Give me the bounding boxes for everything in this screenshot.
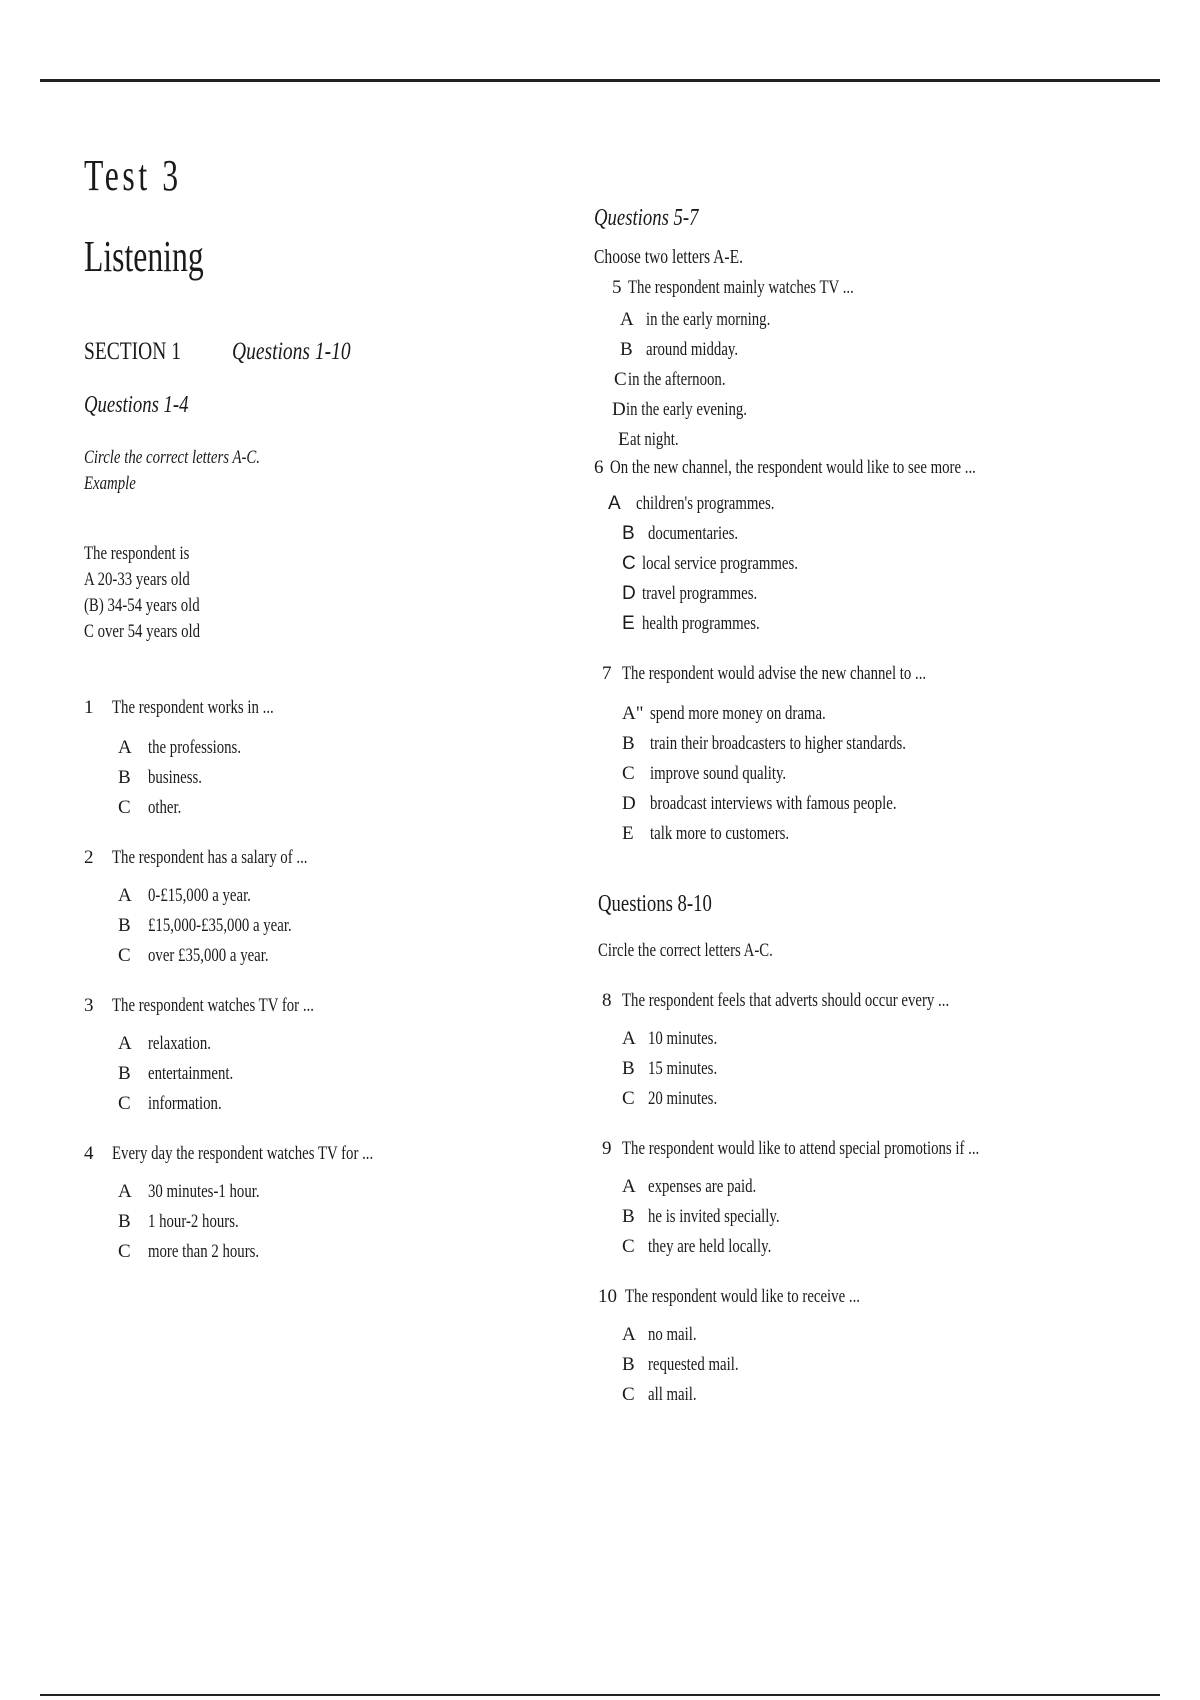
top-rule	[40, 79, 1160, 82]
option[interactable]: B train their broadcasters to higher standards.	[622, 733, 906, 754]
option[interactable]: A expenses are paid.	[622, 1176, 757, 1197]
option[interactable]: B £15,000-£35,000 a year.	[118, 915, 292, 936]
option[interactable]: A" spend more money on drama.	[622, 703, 826, 724]
example-stem: The respondent is	[84, 543, 190, 564]
option[interactable]: A relaxation.	[118, 1033, 211, 1054]
option[interactable]: C they are held locally.	[622, 1236, 772, 1257]
options-q8	[594, 1028, 1154, 1110]
option[interactable]: B he is invited specially.	[622, 1206, 780, 1227]
option[interactable]: B business.	[118, 767, 202, 788]
test-title: Test 3	[84, 151, 182, 200]
question-1: 1 The respondent works in ...	[84, 697, 274, 718]
option[interactable]: C improve sound quality.	[622, 763, 787, 784]
question-4: 4 Every day the respondent watches TV for ...	[84, 1143, 374, 1164]
option[interactable]: B around midday.	[620, 339, 739, 360]
options-q9	[594, 1176, 1154, 1258]
section-line	[84, 338, 564, 366]
option[interactable]: E health programmes.	[622, 613, 760, 634]
option[interactable]: B entertainment.	[118, 1063, 234, 1084]
option[interactable]: Din the early evening.	[612, 399, 747, 420]
options-q1	[84, 737, 564, 819]
subhead-q1-4: Questions 1-4	[84, 392, 189, 418]
option[interactable]: A in the early morning.	[620, 309, 771, 330]
question-7: 7 The respondent would advise the new channel to ...	[602, 663, 926, 684]
instruction-choose-two: Choose two letters A-E.	[594, 246, 744, 268]
option[interactable]: B 1 hour-2 hours.	[118, 1211, 239, 1232]
question-5: 5 The respondent mainly watches TV ...	[612, 277, 854, 298]
option[interactable]: A children's programmes.	[608, 493, 775, 514]
example-label: Example	[84, 473, 136, 494]
right-column	[594, 205, 1154, 1406]
question-8: 8 The respondent feels that adverts should occur every ...	[602, 990, 949, 1011]
left-column	[84, 150, 564, 1271]
question-9: 9 The respondent would like to attend special promotions if ...	[602, 1138, 979, 1159]
option[interactable]: Eat night.	[618, 429, 679, 450]
options-q2	[84, 885, 564, 967]
section-questions: Questions 1-10	[232, 338, 351, 365]
option[interactable]: B 15 minutes.	[622, 1058, 718, 1079]
section-heading: Listening	[84, 232, 204, 281]
option[interactable]: D broadcast interviews with famous people.	[622, 793, 897, 814]
instruction-circle: Circle the correct letters A-C.	[598, 940, 773, 961]
options-q10	[594, 1324, 1154, 1406]
instruction: Circle the correct letters A-C.	[84, 447, 261, 468]
example-option: C over 54 years old	[84, 621, 201, 642]
option[interactable]: A the professions.	[118, 737, 242, 758]
option[interactable]: A 10 minutes.	[622, 1028, 718, 1049]
option[interactable]: C more than 2 hours.	[118, 1241, 260, 1262]
question-10: 10 The respondent would like to receive ...	[598, 1286, 860, 1307]
option[interactable]: B documentaries.	[622, 523, 739, 544]
question-6: 6 On the new channel, the respondent would like to see more ...	[594, 457, 976, 478]
option[interactable]: C local service programmes.	[622, 553, 798, 574]
option[interactable]: C all mail.	[622, 1384, 697, 1405]
option[interactable]: E talk more to customers.	[622, 823, 790, 844]
example-option: (B) 34-54 years old	[84, 595, 200, 616]
options-q4	[84, 1181, 564, 1263]
options-q3	[84, 1033, 564, 1115]
example-option: A 20-33 years old	[84, 569, 190, 590]
option[interactable]: C 20 minutes.	[622, 1088, 718, 1109]
option[interactable]: B requested mail.	[622, 1354, 739, 1375]
option[interactable]: A 30 minutes-1 hour.	[118, 1181, 260, 1202]
option[interactable]: A no mail.	[622, 1324, 697, 1345]
option[interactable]: Cin the afternoon.	[614, 369, 726, 390]
option[interactable]: A 0-£15,000 a year.	[118, 885, 251, 906]
bottom-rule	[40, 1694, 1160, 1696]
options-q7	[594, 703, 1154, 845]
section-label: SECTION 1	[84, 338, 181, 365]
subhead-q8-10: Questions 8-10	[598, 891, 712, 917]
option[interactable]: C information.	[118, 1093, 222, 1114]
option[interactable]: D travel programmes.	[622, 583, 758, 604]
option[interactable]: C other.	[118, 797, 182, 818]
options-q5	[594, 309, 1154, 451]
question-2: 2 The respondent has a salary of ...	[84, 847, 308, 868]
options-q6	[594, 493, 1154, 635]
option[interactable]: C over £35,000 a year.	[118, 945, 269, 966]
question-3: 3 The respondent watches TV for ...	[84, 995, 314, 1016]
subhead-q5-7: Questions 5-7	[594, 205, 699, 231]
